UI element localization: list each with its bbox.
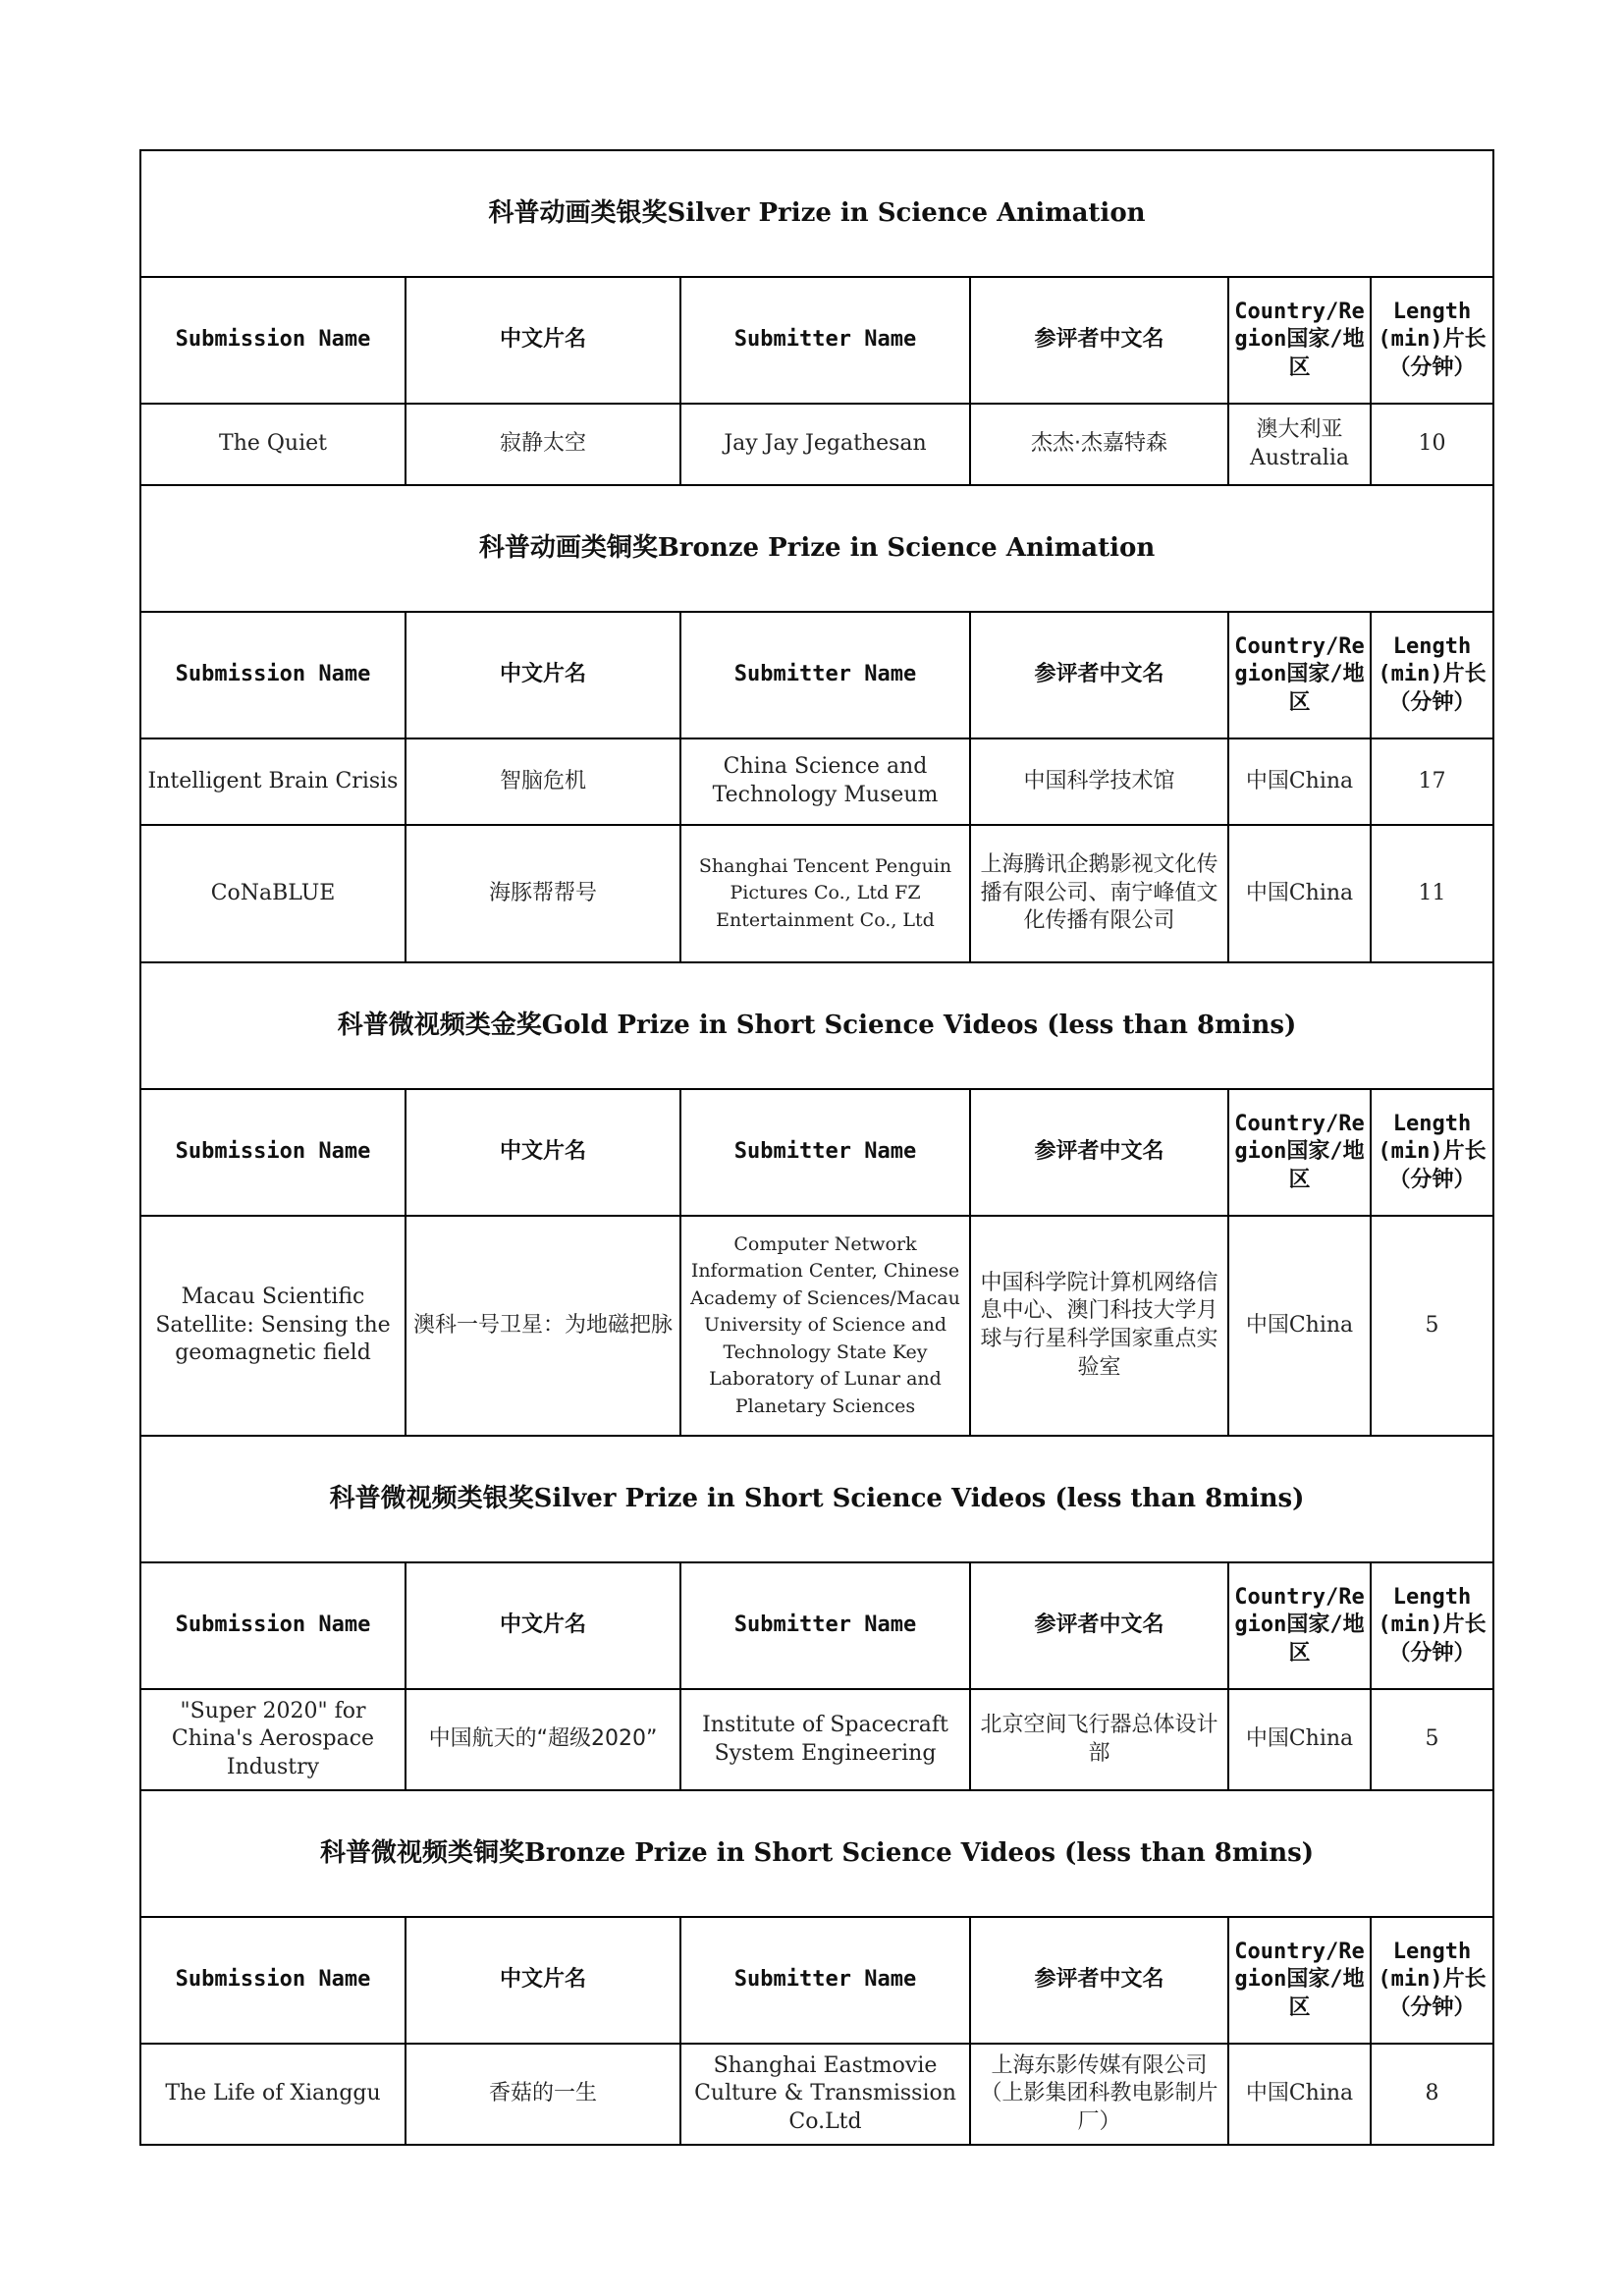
awards-table-body — [140, 150, 1493, 2145]
country-cell: 澳大利亚 Australia — [1228, 404, 1371, 485]
submitter-name-cell: Jay Jay Jegathesan — [680, 404, 970, 485]
section-title: 科普微视频类银奖Silver Prize in Short Science Videos (less than 8mins) — [140, 1436, 1493, 1562]
header-country-region: Country/Region国家/地区 — [1228, 277, 1371, 404]
column-header-row — [140, 1562, 1493, 1689]
submission-name-cell: Macau Scientific Satellite: Sensing the geomagnetic field — [140, 1216, 406, 1436]
country-cell: 中国China — [1228, 738, 1371, 825]
section-title-row — [140, 150, 1493, 277]
zh-submitter-cell: 中国科学技术馆 — [970, 738, 1228, 825]
submitter-name-cell: Shanghai Tencent Penguin Pictures Co., Ltd FZ Entertainment Co., Ltd — [680, 825, 970, 962]
header-submission-name: Submission Name — [140, 1917, 406, 2044]
header-submission-name: Submission Name — [140, 1089, 406, 1216]
length-cell: 5 — [1371, 1689, 1493, 1790]
header-zh-submitter: 参评者中文名 — [970, 277, 1228, 404]
column-header-row — [140, 1089, 1493, 1216]
section-title-row — [140, 1790, 1493, 1917]
table-row — [140, 2044, 1493, 2145]
section-title: 科普动画类银奖Silver Prize in Science Animation — [140, 150, 1493, 277]
header-submitter-name: Submitter Name — [680, 1562, 970, 1689]
column-header-row — [140, 277, 1493, 404]
header-zh-title: 中文片名 — [406, 277, 680, 404]
header-submitter-name: Submitter Name — [680, 277, 970, 404]
header-submission-name: Submission Name — [140, 1562, 406, 1689]
section-title-row — [140, 485, 1493, 612]
zh-title-cell: 寂静太空 — [406, 404, 680, 485]
header-zh-title: 中文片名 — [406, 1562, 680, 1689]
header-zh-title: 中文片名 — [406, 612, 680, 738]
header-zh-title: 中文片名 — [406, 1917, 680, 2044]
header-submitter-name: Submitter Name — [680, 1089, 970, 1216]
header-length: Length (min)片长（分钟） — [1371, 277, 1493, 404]
header-submitter-name: Submitter Name — [680, 612, 970, 738]
length-cell: 5 — [1371, 1216, 1493, 1436]
submitter-name-cell: Shanghai Eastmovie Culture & Transmission Co.Ltd — [680, 2044, 970, 2145]
zh-submitter-cell: 上海腾讯企鹅影视文化传播有限公司、南宁峰值文化传播有限公司 — [970, 825, 1228, 962]
submission-name-cell: The Life of Xianggu — [140, 2044, 406, 2145]
header-length: Length (min)片长（分钟） — [1371, 612, 1493, 738]
zh-submitter-cell: 北京空间飞行器总体设计部 — [970, 1689, 1228, 1790]
header-zh-submitter: 参评者中文名 — [970, 1917, 1228, 2044]
country-cell: 中国China — [1228, 1216, 1371, 1436]
header-submitter-name: Submitter Name — [680, 1917, 970, 2044]
section-title: 科普微视频类金奖Gold Prize in Short Science Videos (less than 8mins) — [140, 962, 1493, 1089]
table-row — [140, 1689, 1493, 1790]
awards-table — [139, 149, 1494, 2146]
submission-name-cell: CoNaBLUE — [140, 825, 406, 962]
table-row — [140, 825, 1493, 962]
submission-name-cell: "Super 2020" for China's Aerospace Industry — [140, 1689, 406, 1790]
header-zh-submitter: 参评者中文名 — [970, 1562, 1228, 1689]
column-header-row — [140, 612, 1493, 738]
country-cell: 中国China — [1228, 825, 1371, 962]
header-country-region: Country/Region国家/地区 — [1228, 1089, 1371, 1216]
header-length: Length (min)片长（分钟） — [1371, 1089, 1493, 1216]
zh-title-cell: 香菇的一生 — [406, 2044, 680, 2145]
header-submission-name: Submission Name — [140, 612, 406, 738]
header-length: Length (min)片长（分钟） — [1371, 1562, 1493, 1689]
zh-submitter-cell: 中国科学院计算机网络信息中心、澳门科技大学月球与行星科学国家重点实验室 — [970, 1216, 1228, 1436]
length-cell: 10 — [1371, 404, 1493, 485]
section-title-row — [140, 1436, 1493, 1562]
section-title-row — [140, 962, 1493, 1089]
country-cell: 中国China — [1228, 1689, 1371, 1790]
header-submission-name: Submission Name — [140, 277, 406, 404]
table-row — [140, 738, 1493, 825]
header-zh-submitter: 参评者中文名 — [970, 1089, 1228, 1216]
zh-title-cell: 智脑危机 — [406, 738, 680, 825]
section-title: 科普动画类铜奖Bronze Prize in Science Animation — [140, 485, 1493, 612]
submitter-name-cell: Computer Network Information Center, Chinese Academy of Sciences/Macau University of Science and Technology State Key Laboratory of Lunar and Planetary Sciences — [680, 1216, 970, 1436]
zh-title-cell: 海豚帮帮号 — [406, 825, 680, 962]
submission-name-cell: Intelligent Brain Crisis — [140, 738, 406, 825]
header-zh-submitter: 参评者中文名 — [970, 612, 1228, 738]
country-cell: 中国China — [1228, 2044, 1371, 2145]
zh-submitter-cell: 上海东影传媒有限公司（上影集团科教电影制片厂） — [970, 2044, 1228, 2145]
length-cell: 11 — [1371, 825, 1493, 962]
submitter-name-cell: China Science and Technology Museum — [680, 738, 970, 825]
section-title: 科普微视频类铜奖Bronze Prize in Short Science Videos (less than 8mins) — [140, 1790, 1493, 1917]
header-country-region: Country/Region国家/地区 — [1228, 1562, 1371, 1689]
header-zh-title: 中文片名 — [406, 1089, 680, 1216]
zh-submitter-cell: 杰杰·杰嘉特森 — [970, 404, 1228, 485]
zh-title-cell: 澳科一号卫星：为地磁把脉 — [406, 1216, 680, 1436]
header-country-region: Country/Region国家/地区 — [1228, 612, 1371, 738]
table-row — [140, 404, 1493, 485]
submission-name-cell: The Quiet — [140, 404, 406, 485]
zh-title-cell: 中国航天的“超级2020” — [406, 1689, 680, 1790]
length-cell: 8 — [1371, 2044, 1493, 2145]
table-row — [140, 1216, 1493, 1436]
header-country-region: Country/Region国家/地区 — [1228, 1917, 1371, 2044]
length-cell: 17 — [1371, 738, 1493, 825]
column-header-row — [140, 1917, 1493, 2044]
submitter-name-cell: Institute of Spacecraft System Engineering — [680, 1689, 970, 1790]
header-length: Length (min)片长（分钟） — [1371, 1917, 1493, 2044]
